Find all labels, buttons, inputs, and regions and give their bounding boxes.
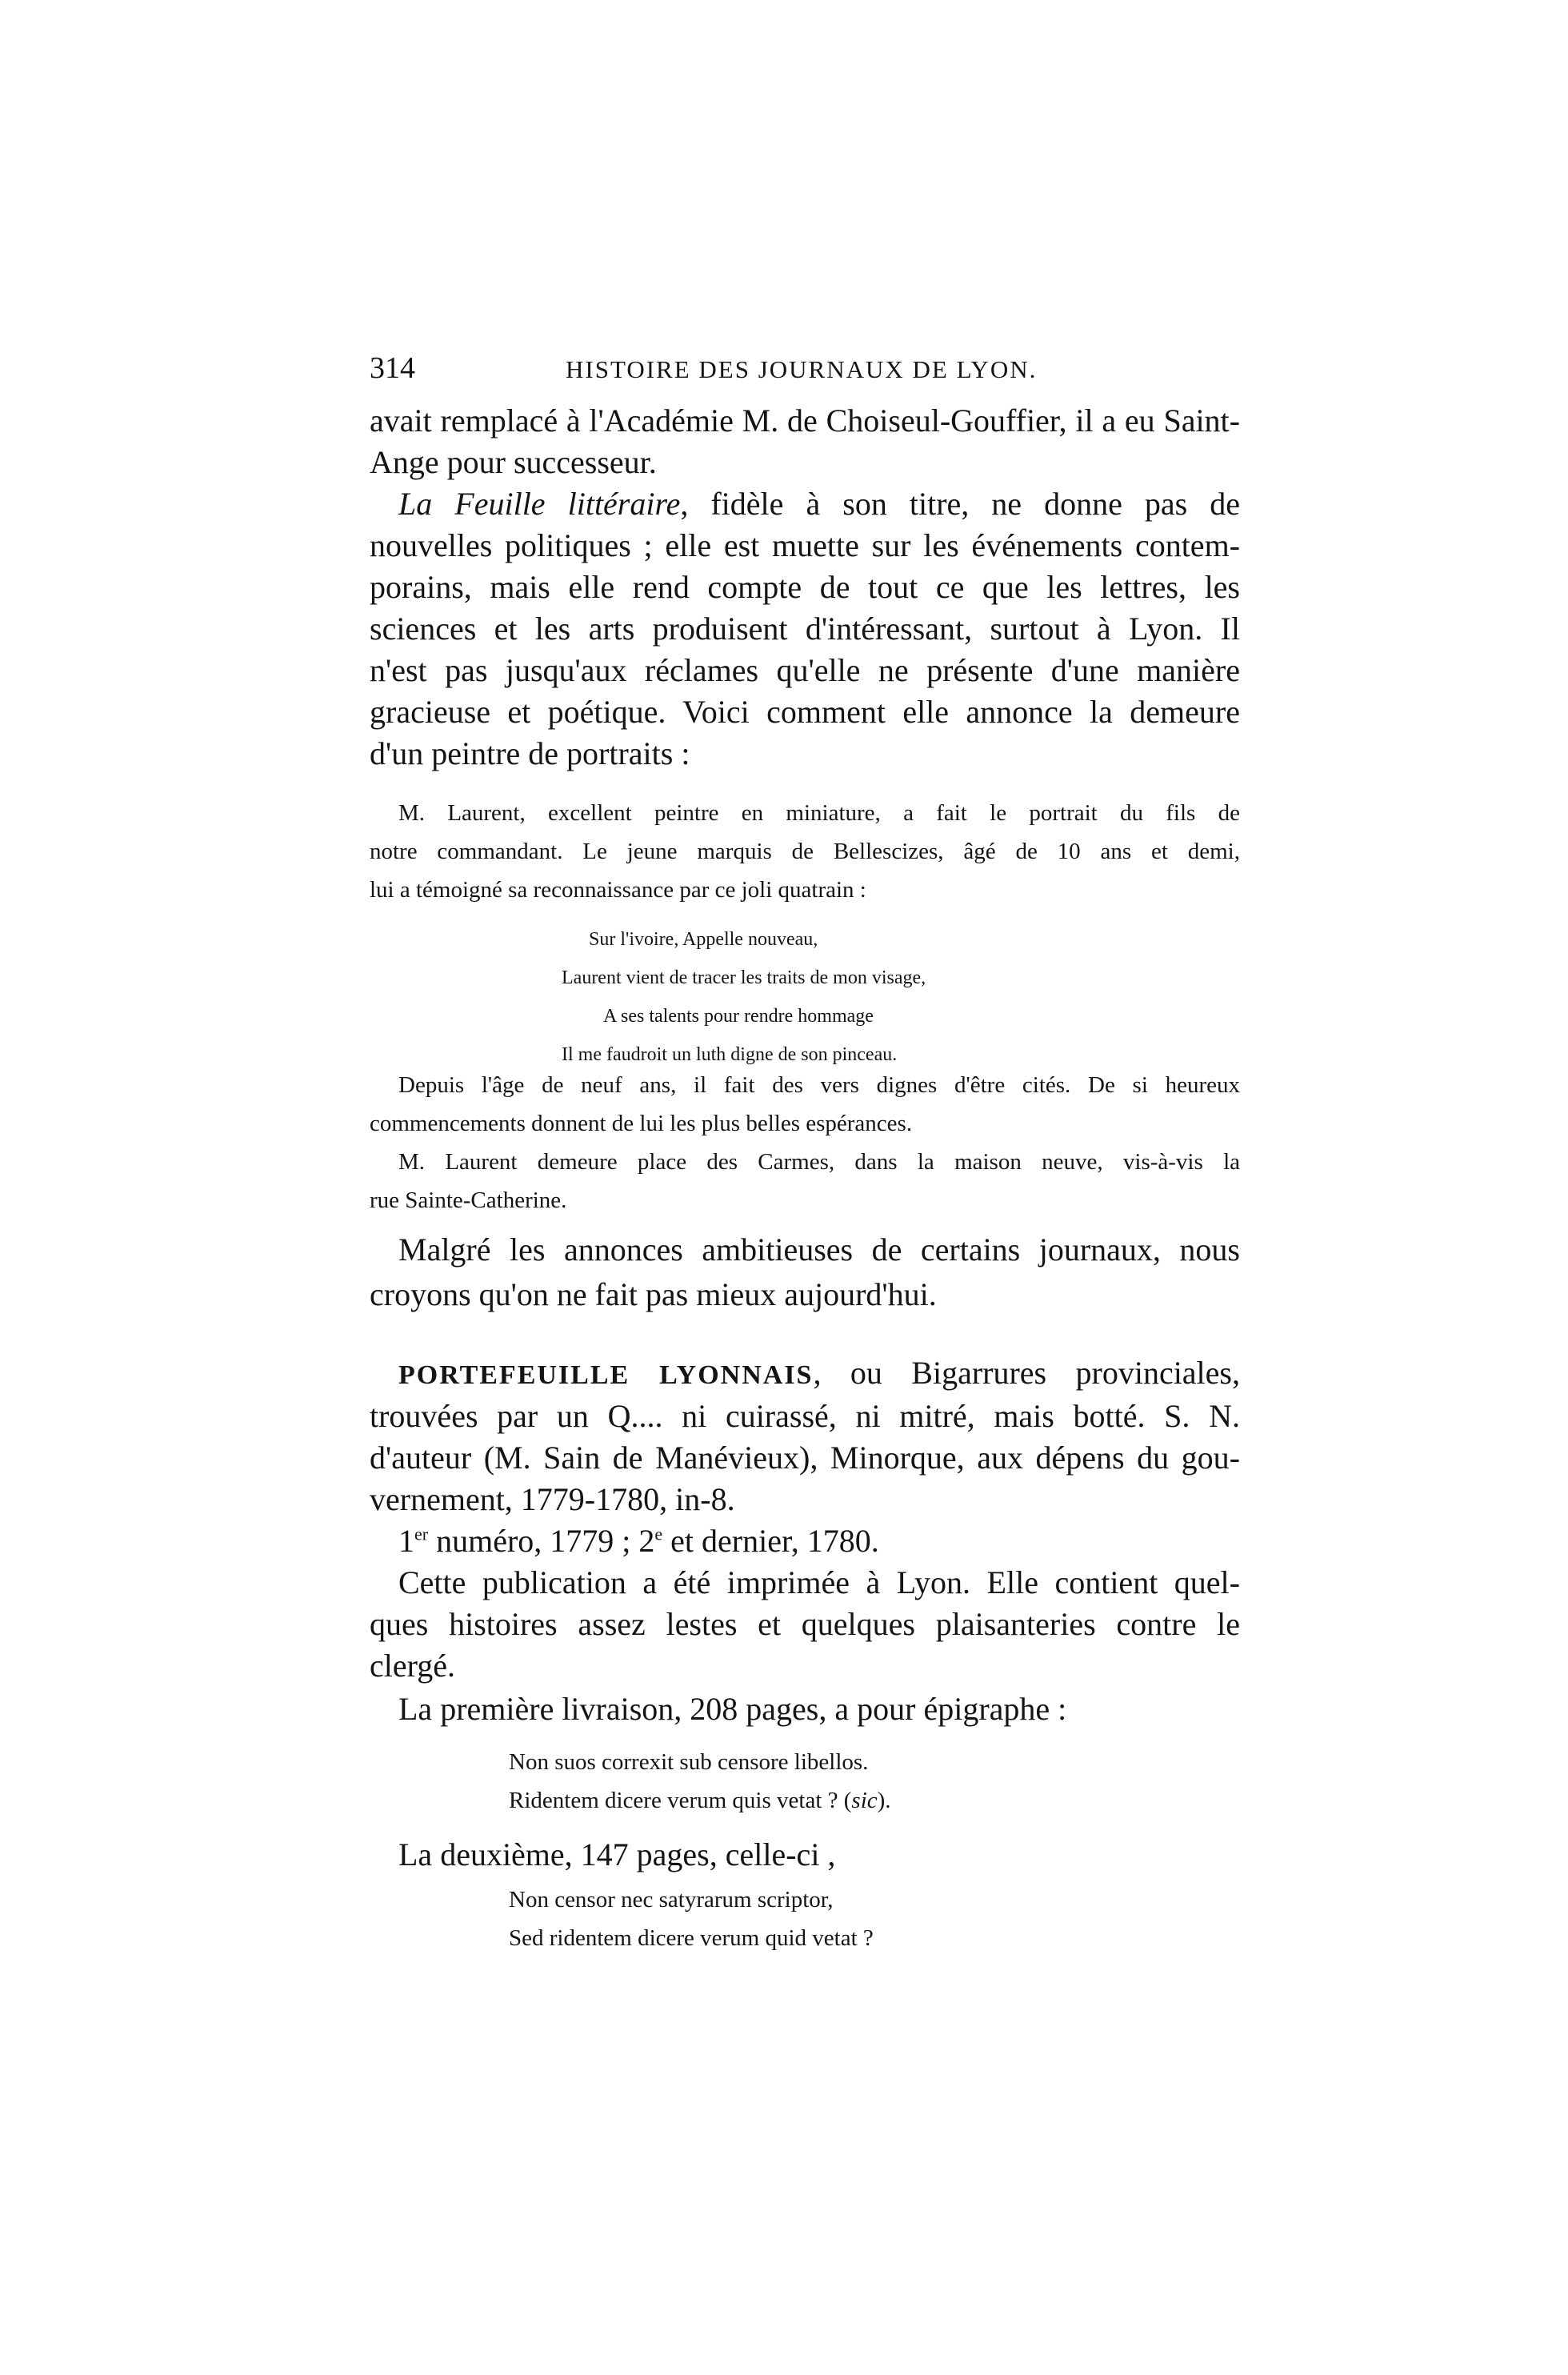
quote-2-line-2: commencements donnent de lui les plus belles espérances. (370, 1111, 913, 1136)
quote-2-line-1: Depuis l'âge de neuf ans, il fait des vers dignes d'être cités. De si heureux (398, 1072, 1240, 1098)
paragraph-2-line-6: gracieuse et poétique. Voici comment elle annonce la demeure (370, 694, 1240, 730)
page-number: 314 (370, 351, 415, 385)
paragraph-1-line-1: avait remplacé à l'Académie M. de Choiseul-Gouffier, il a eu Saint- (370, 403, 1240, 439)
quote-2-line-3: M. Laurent demeure place des Carmes, dans la maison neuve, vis-à-vis la (398, 1149, 1240, 1175)
entry-line-2: trouvées par un Q.... ni cuirassé, ni mitré, mais botté. S. N. (370, 1398, 1240, 1434)
paragraph-2-line-5: n'est pas jusqu'aux réclames qu'elle ne présente d'une manière (370, 652, 1240, 688)
paragraph-3-line-2: croyons qu'on ne fait pas mieux aujourd'hui. (370, 1276, 937, 1312)
paragraph-5: La première livraison, 208 pages, a pour épigraphe : (398, 1691, 1067, 1727)
verse-line-4: Il me faudroit un luth digne de son pinceau. (562, 1044, 898, 1065)
paragraph-2-line-3: porains, mais elle rend compte de tout ce que les lettres, les (370, 569, 1240, 605)
paragraph-2-line-1: La Feuille littéraire, fidèle à son titre, ne donne pas de (398, 486, 1240, 522)
entry-line-1: PORTEFEUILLE LYONNAIS, ou Bigarrures provinciales, (398, 1355, 1240, 1391)
paragraph-4-line-1: Cette publication a été imprimée à Lyon. Elle contient quel- (398, 1564, 1240, 1600)
running-title: HISTOIRE DES JOURNAUX DE LYON. (566, 355, 1038, 383)
paragraph-1-line-2: Ange pour successeur. (370, 444, 657, 480)
paragraph-2-line-7: d'un peintre de portraits : (370, 735, 690, 771)
quote-1-line-1: M. Laurent, excellent peintre en miniature, a fait le portrait du fils de (398, 800, 1240, 826)
epigraph-1-line-1: Non suos correxit sub censore libellos. (509, 1749, 869, 1775)
paragraph-2-line-4: sciences et les arts produisent d'intéressant, surtout à Lyon. Il (370, 611, 1240, 647)
quote-1-line-2: notre commandant. Le jeune marquis de Bellescizes, âgé de 10 ans et demi, (370, 839, 1240, 864)
paragraph-2-line-2: nouvelles politiques ; elle est muette sur les événements contem- (370, 527, 1240, 563)
entry-line-3: d'auteur (M. Sain de Manévieux), Minorque, aux dépens du gou- (370, 1440, 1240, 1476)
quote-2-line-4: rue Sainte-Catherine. (370, 1188, 567, 1213)
issue-numbers-line: 1er numéro, 1779 ; 2e et dernier, 1780. (398, 1523, 879, 1559)
paragraph-3-line-1: Malgré les annonces ambitieuses de certains journaux, nous (398, 1232, 1240, 1268)
paragraph-6: La deuxième, 147 pages, celle-ci , (398, 1836, 836, 1872)
journal-title: La Feuille littéraire (398, 486, 681, 522)
verse-line-2: Laurent vient de tracer les traits de mon visage, (562, 967, 926, 988)
entry-line-4: vernement, 1779-1780, in-8. (370, 1481, 735, 1517)
epigraph-2-line-2: Sed ridentem dicere verum quid vetat ? (509, 1925, 874, 1951)
paragraph-4-line-3: clergé. (370, 1648, 455, 1684)
entry-heading: PORTEFEUILLE LYONNAIS (398, 1360, 814, 1390)
paragraph-4-line-2: ques histoires assez lestes et quelques plaisanteries contre le (370, 1606, 1240, 1642)
verse-line-3: A ses talents pour rendre hommage (603, 1006, 874, 1027)
quote-1-line-3: lui a témoigné sa reconnaissance par ce joli quatrain : (370, 877, 866, 903)
epigraph-2-line-1: Non censor nec satyrarum scriptor, (509, 1887, 834, 1912)
verse-line-1: Sur l'ivoire, Appelle nouveau, (589, 929, 818, 950)
epigraph-1-line-2: Ridentem dicere verum quis vetat ? (sic). (509, 1788, 891, 1813)
